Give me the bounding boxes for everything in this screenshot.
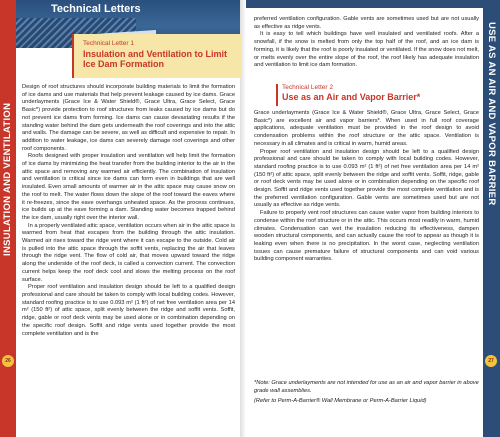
left-sidebar-title: INSULATION AND VENTILATION bbox=[2, 102, 13, 256]
paragraph: Proper roof ventilation and insulation design should be left to a qualified design professional and care should be taken to comply with local building codes. However, standard roofing practice is to use 0.093 m² (1 ft²) of net free ventilation area per 14 m² (150 ft²) of attic space, split evenly between the ridge and soffit vents. Soffit, ridge, gable or roof deck vents may be used alone or in combination depending on the specific roof design. Soffit and ridge vents used together provide the most complete ventilation and is the bbox=[22, 284, 235, 337]
right-sidebar-title: USE AS AN AIR AND VAPOR BARRIER bbox=[486, 22, 497, 206]
right-column-bottom-text bbox=[254, 110, 479, 264]
paragraph: Failure to properly vent roof structures can cause water vapor from building interiors to condense within the roof structure or in the attic. This occurs most readily in warm, humid climates. Condensation can wet the insulation reducing its effectiveness, dampen wooden structural components, and can actually cause the roof to appear as though it is leaking even when there is no precipitation. In the worst case, neglecting ventilation issues can cause premature failure of structural components and can void various building component warranties. bbox=[254, 210, 479, 263]
paragraph: Design of roof structures should incorporate building materials to limit the formation of ice dams and use materials that help prevent leakage caused by ice dams. Grace underlayments (Grace Ice & Water Shield®, Grace Ultra, Grace Select, Grace Basic*) provide protection to roof structures from leaks caused by ice dams but do not prevent ice dams from forming. Ice dams can cause devastating results if the standing water behind the dam gets underneath the roof coverings and into the attic and walls. The damage can be severe, as well as difficult and expensive to repair. In addition to water leakage, ice dams can severely damage roof coverings and other roof components. bbox=[22, 84, 235, 152]
paragraph: In a properly ventilated attic space, ventilation occurs when air in the attic space is warmed from heat that escapes from the building through the attic insulation. Warmed air rises toward the ridge vent where it can escape to the outside. Cold air is pulled into the attic space through the soffit vents, replacing the air that leaves through the ridge vent. The flow of cold air, that moves upward toward the ridge along the underside of the roof deck, is called a convection current. The convection current helps keep the roof deck cool and slows the melting process on the roof surface. bbox=[22, 222, 235, 283]
left-sidebar bbox=[0, 0, 16, 437]
footnote: (Refer to Perm-A-Barrier® Wall Membrane or Perm-A-Barrier Liquid) bbox=[254, 398, 427, 404]
left-page-number: 26 bbox=[2, 355, 14, 367]
letter1-label: Technical Letter 1 bbox=[83, 40, 134, 47]
section-title: Technical Letters bbox=[51, 3, 141, 15]
letter2-label: Technical Letter 2 bbox=[282, 84, 333, 91]
paragraph: Grace underlayments (Grace Ice & Water Shield®, Grace Ultra, Grace Select, Grace Basic*) are excellent air and vapor barriers*. When used in full roof coverage applications, adequate ventilation must be provided in the roof design to avoid condensation problems within the roof structure or the attic space. Ventilation is necessary in all climates and is critical in warm, humid areas. bbox=[254, 110, 479, 147]
right-sidebar bbox=[483, 0, 500, 437]
footnote: *Note: Grace underlayments are not intended for use as an air and vapor barrier in above grade wall assemblies. bbox=[254, 380, 479, 394]
paragraph: preferred ventilation configuration. Gable vents are sometimes used but are not usually as effective as ridge vents. bbox=[254, 16, 479, 30]
letter1-title-card bbox=[72, 34, 242, 78]
letter1-heading: Insulation and Ventilation to Limit Ice Dam Formation bbox=[83, 49, 227, 69]
letter2-heading: Use as an Air and Vapor Barrier* bbox=[282, 92, 421, 102]
top-band bbox=[240, 0, 500, 8]
paragraph: Roofs designed with proper insulation and ventilation will help limit the formation of ice dams by minimizing the heat transfer from the building interior to the air in the attic space and removing any warmed air efficiently. The combination of insulation and ventilation is critical since ice dams can form even in buildings that are well insulated. Even small amounts of warmer air in the attic space may cause snow on the roof to melt. The water flows down the slope of the roof toward the eaves where it re-freezes, since the eave overhangs unheated space. As the process continues, ice builds up at the eave forming a dam. Standing water becomes trapped behind the ice dam, usually right over the interior wall. bbox=[22, 153, 235, 221]
letter2-heading-block bbox=[282, 84, 477, 102]
footnote-block bbox=[254, 380, 479, 409]
right-column-top-text bbox=[254, 16, 479, 70]
paragraph: It is easy to tell which buildings have well insulated and ventilated roofs. After a snowfall, if the snow is melted from only the top half of the roof, and an ice dam is forming, it is likely that the roof is poorly insulated or ventilated. If the snow does not melt, or melts evenly over the entire slope of the roof, the roof likely has adequate insulation and ventilation to limit ice dam formation. bbox=[254, 31, 479, 69]
paragraph: Proper roof ventilation and insulation design should be left to a qualified design professional and care should be taken to comply with local building codes. However, standard roofing practice is to use 0.093 m² (1 ft²) of net free ventilation area per 14 m² (150 ft²) of attic space, split evenly between the ridge and soffit vents. Soffit, ridge, gable or roof deck vents may be used alone or in combination depending on the specific roof design. Soffit and ridge vents used together provide the most complete ventilation and is the preferred ventilation configuration. Gable vents are sometimes used but are not usually as effective as ridge vents. bbox=[254, 148, 479, 209]
left-column-text bbox=[22, 84, 235, 338]
right-page-number: 27 bbox=[485, 355, 497, 367]
letter2-accent-bar bbox=[276, 84, 278, 106]
